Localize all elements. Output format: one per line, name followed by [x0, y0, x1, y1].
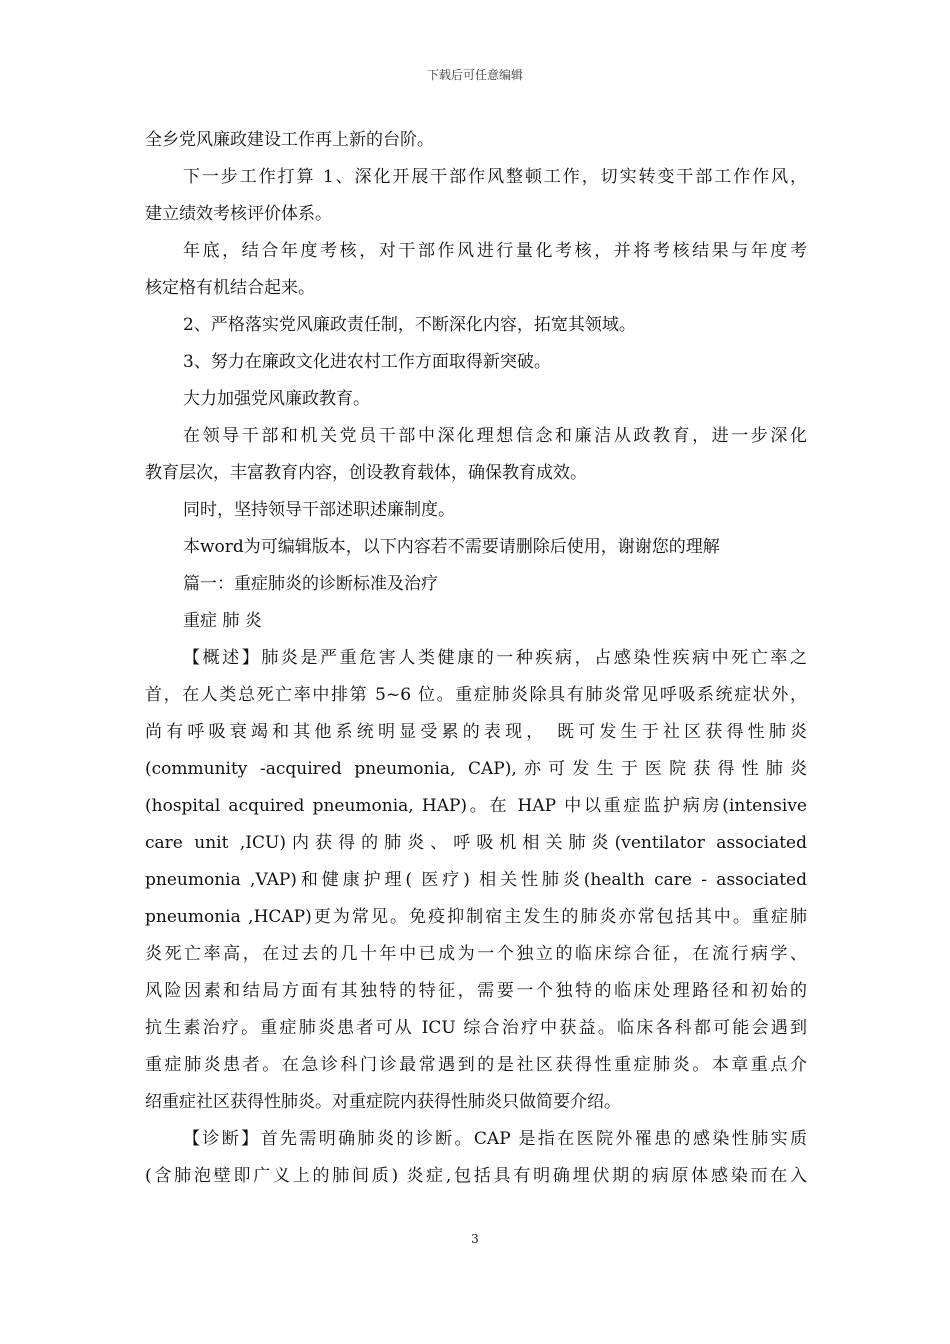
document-body: [145, 122, 807, 1195]
text-line: 重症 肺 炎: [183, 611, 262, 631]
text-line: 重症肺炎患者。在急诊科门诊最常遇到的是社区获得性重症肺炎。本章重点介: [145, 1055, 807, 1075]
text-line: 绍重症社区获得性肺炎。对重症院内获得性肺炎只做简要介绍。: [145, 1092, 621, 1112]
text-line: (hospital acquired pneumonia, HAP)。在 HAP 中以重症监护病房(intensive: [145, 796, 807, 816]
text-line: 【诊断】首先需明确肺炎的诊断。CAP 是指在医院外罹患的感染性肺实质: [183, 1129, 807, 1149]
text-line: 下一步工作打算 1、深化开展干部作风整顿工作，切实转变干部工作作风，: [183, 167, 807, 187]
text-line: 同时，坚持领导干部述职述廉制度。: [183, 500, 455, 520]
text-line: 3、努力在廉政文化进农村工作方面取得新突破。: [183, 352, 551, 372]
text-line: 大力加强党风廉政教育。: [183, 389, 370, 409]
text-line: 抗生素治疗。重症肺炎患者可从 ICU 综合治疗中获益。临床各科都可能会遇到: [145, 1018, 807, 1038]
text-line: pneumonia ,HCAP)更为常见。免疫抑制宿主发生的肺炎亦常包括其中。重症肺: [145, 907, 807, 927]
page-header: 下载后可任意编辑: [426, 68, 523, 82]
text-line: 年底，结合年度考核，对干部作风进行量化考核，并将考核结果与年度考: [183, 241, 807, 261]
text-line: 2、严格落实党风廉政责任制，不断深化内容，拓宽其领域。: [183, 315, 636, 335]
page-number: 3: [471, 1232, 479, 1246]
text-line: 本word为可编辑版本，以下内容若不需要请删除后使用，谢谢您的理解: [183, 537, 720, 557]
text-line: 教育层次，丰富教育内容，创设教育载体，确保教育成效。: [145, 463, 587, 483]
text-line: 首，在人类总死亡率中排第 5~6 位。重症肺炎除具有肺炎常见呼吸系统症状外，: [145, 685, 807, 705]
text-line: pneumonia ,VAP)和健康护理( 医疗) 相关性肺炎(health care - associated: [145, 870, 807, 890]
text-line: 炎死亡率高，在过去的几十年中已成为一个独立的临床综合征，在流行病学、: [145, 944, 807, 964]
text-line: 【概述】肺炎是严重危害人类健康的一种疾病，占感染性疾病中死亡率之: [183, 648, 807, 668]
text-line: 建立绩效考核评价体系。: [145, 204, 332, 224]
text-line: care unit ,ICU)内获得的肺炎、呼吸机相关肺炎(ventilator associated: [145, 833, 807, 853]
text-line: 篇一：重症肺炎的诊断标准及治疗: [183, 574, 438, 594]
text-line: (含肺泡壁即广义上的肺间质) 炎症,包括具有明确埋伏期的病原体感染而在入: [145, 1166, 807, 1186]
text-line: (community -acquired pneumonia, CAP),亦可发生于医院获得性肺炎: [145, 759, 807, 779]
text-line: 风险因素和结局方面有其独特的特征，需要一个独特的临床处理路径和初始的: [145, 981, 807, 1001]
text-line: 全乡党风廉政建设工作再上新的台阶。: [145, 130, 434, 150]
text-line: 尚有呼吸衰竭和其他系统明显受累的表现， 既可发生于社区获得性肺炎: [145, 722, 807, 742]
text-line: 核定格有机结合起来。: [145, 278, 315, 298]
text-line: 在领导干部和机关党员干部中深化理想信念和廉洁从政教育，进一步深化: [183, 426, 807, 446]
